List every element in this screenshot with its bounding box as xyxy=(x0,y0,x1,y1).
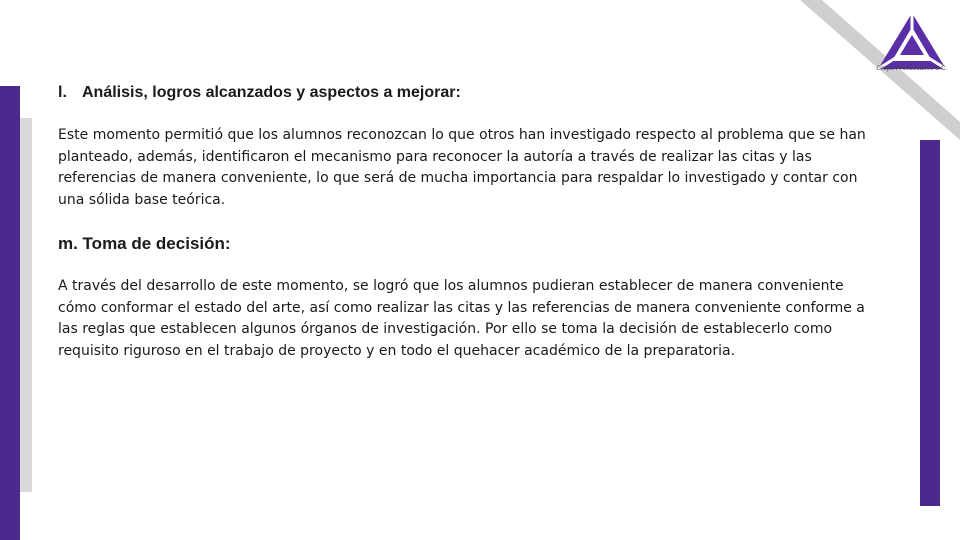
section-m-body: A través del desarrollo de este momento, se logró que los alumnos pudieran establecer de manera conveniente cómo conformar el estado del arte, así como realizar las citas y las referencias de manera conveniente conforme a las reglas que establecen algunos órganos de investigación. Por ello se toma la decisión de establecerlo como requisito riguroso en el trabajo de proyecto y en todo el quehacer académico de la preparatoria. xyxy=(58,278,865,359)
section-l-title: Análisis, logros alcanzados y aspectos a mejorar: xyxy=(82,84,461,101)
left-accent-bar xyxy=(0,86,20,540)
section-l-heading xyxy=(58,84,461,102)
section-m-heading: m. Toma de decisión: xyxy=(58,234,231,253)
section-l-body: Este momento permitió que los alumnos reconozcan lo que otros han investigado respecto al problema que se han planteado, además, identificaron el mecanismo para reconocer la autoría a través de realizar las citas y las referencias de manera conveniente, lo que será de mucha importancia para respaldar lo investigado y contar con una sólida base teórica. xyxy=(58,127,866,208)
logo-caption: Grupo Proeducativo S.C. xyxy=(876,66,948,72)
section-l-number: l. xyxy=(58,84,67,101)
right-accent-bar xyxy=(920,140,940,506)
